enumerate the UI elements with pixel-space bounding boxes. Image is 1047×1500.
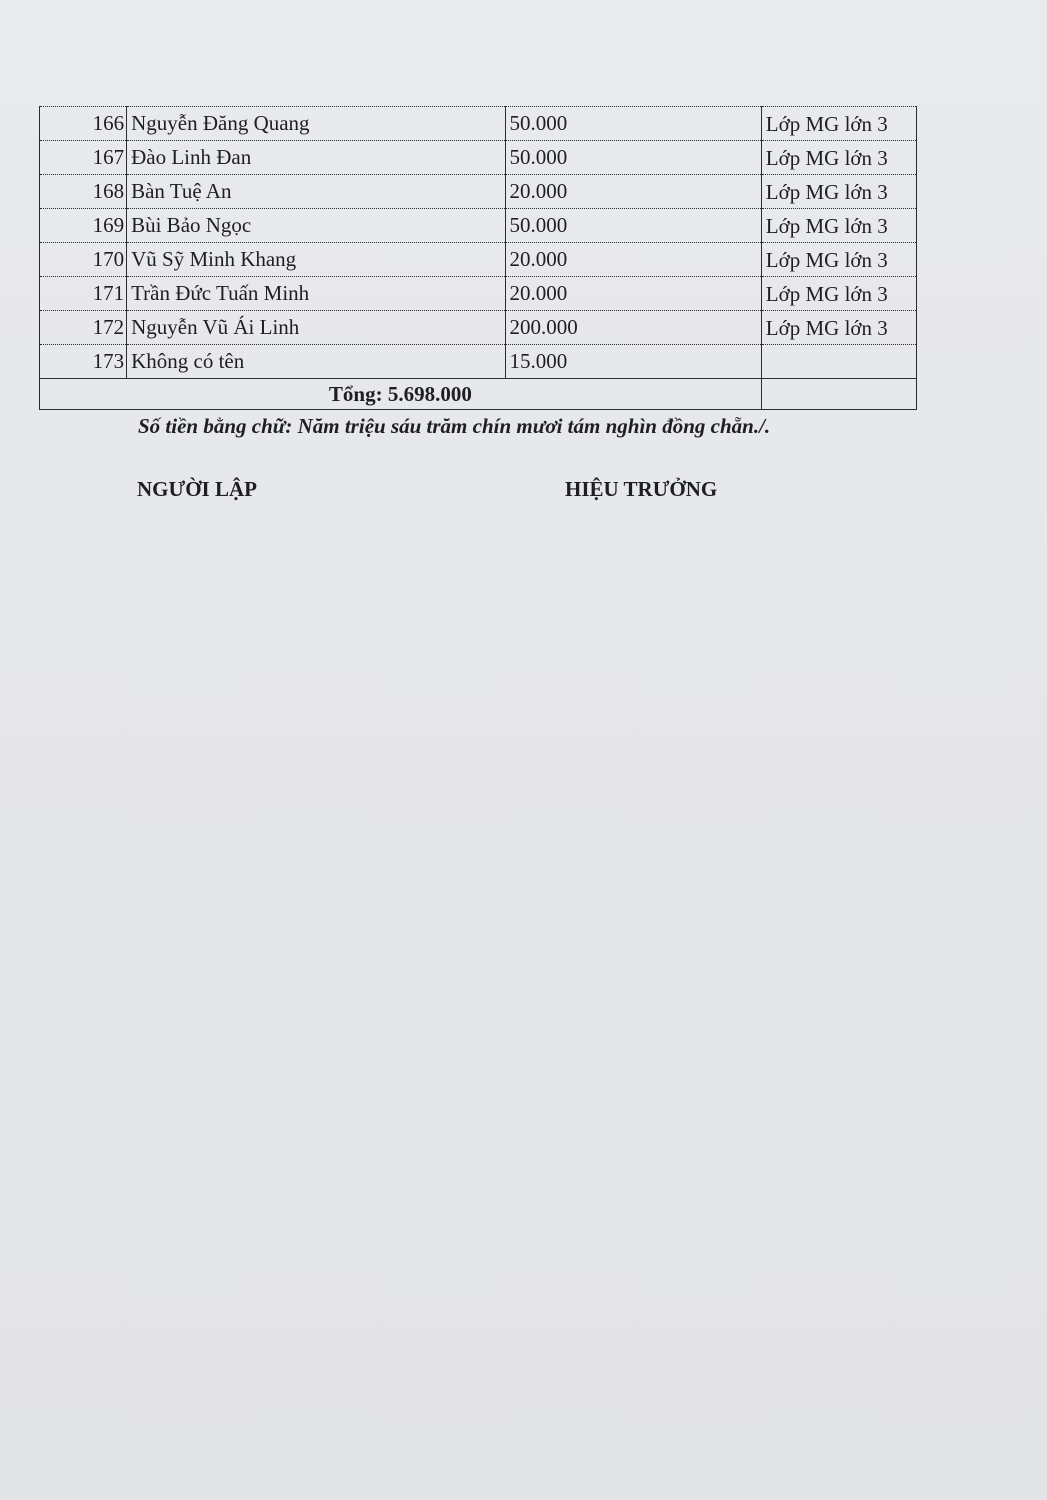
row-number: 166 [40, 107, 127, 141]
amount: 50.000 [505, 141, 761, 175]
amount: 50.000 [505, 209, 761, 243]
student-name: Đào Linh Đan [127, 141, 505, 175]
class-name: Lớp MG lớn 3 [761, 209, 916, 243]
amount: 50.000 [505, 107, 761, 141]
amount: 200.000 [505, 311, 761, 345]
row-number: 168 [40, 175, 127, 209]
table-row [40, 345, 917, 379]
total-amount: Tổng: 5.698.000 [40, 379, 762, 410]
student-name: Vũ Sỹ Minh Khang [127, 243, 505, 277]
class-name: Lớp MG lớn 3 [761, 243, 916, 277]
table-row [40, 141, 917, 175]
preparer-signature-title: NGƯỜI LẬP [137, 477, 257, 501]
row-number: 172 [40, 311, 127, 345]
student-name: Trần Đức Tuấn Minh [127, 277, 505, 311]
row-number: 171 [40, 277, 127, 311]
amount: 20.000 [505, 277, 761, 311]
amount: 20.000 [505, 243, 761, 277]
principal-signature-title: HIỆU TRƯỞNG [565, 477, 718, 501]
contribution-table [39, 106, 917, 410]
amount: 15.000 [505, 345, 761, 379]
class-name: Lớp MG lớn 3 [761, 311, 916, 345]
table-row [40, 311, 917, 345]
class-name [761, 345, 916, 379]
table-row [40, 107, 917, 141]
row-number: 173 [40, 345, 127, 379]
class-name: Lớp MG lớn 3 [761, 107, 916, 141]
student-name: Bùi Bảo Ngọc [127, 209, 505, 243]
contribution-table-grid [39, 106, 917, 410]
student-name: Bàn Tuệ An [127, 175, 505, 209]
student-name: Không có tên [127, 345, 505, 379]
table-row [40, 209, 917, 243]
table-row [40, 277, 917, 311]
student-name: Nguyễn Đăng Quang [127, 107, 505, 141]
row-number: 170 [40, 243, 127, 277]
total-row [40, 379, 917, 410]
amount-in-words: Số tiền bằng chữ: Năm triệu sáu trăm chín mươi tám nghìn đồng chẵn./. [138, 414, 771, 438]
row-number: 169 [40, 209, 127, 243]
class-name: Lớp MG lớn 3 [761, 277, 916, 311]
table-row [40, 243, 917, 277]
class-name: Lớp MG lớn 3 [761, 175, 916, 209]
total-empty-cell [761, 379, 916, 410]
table-row [40, 175, 917, 209]
class-name: Lớp MG lớn 3 [761, 141, 916, 175]
amount: 20.000 [505, 175, 761, 209]
student-name: Nguyễn Vũ Ái Linh [127, 311, 505, 345]
row-number: 167 [40, 141, 127, 175]
